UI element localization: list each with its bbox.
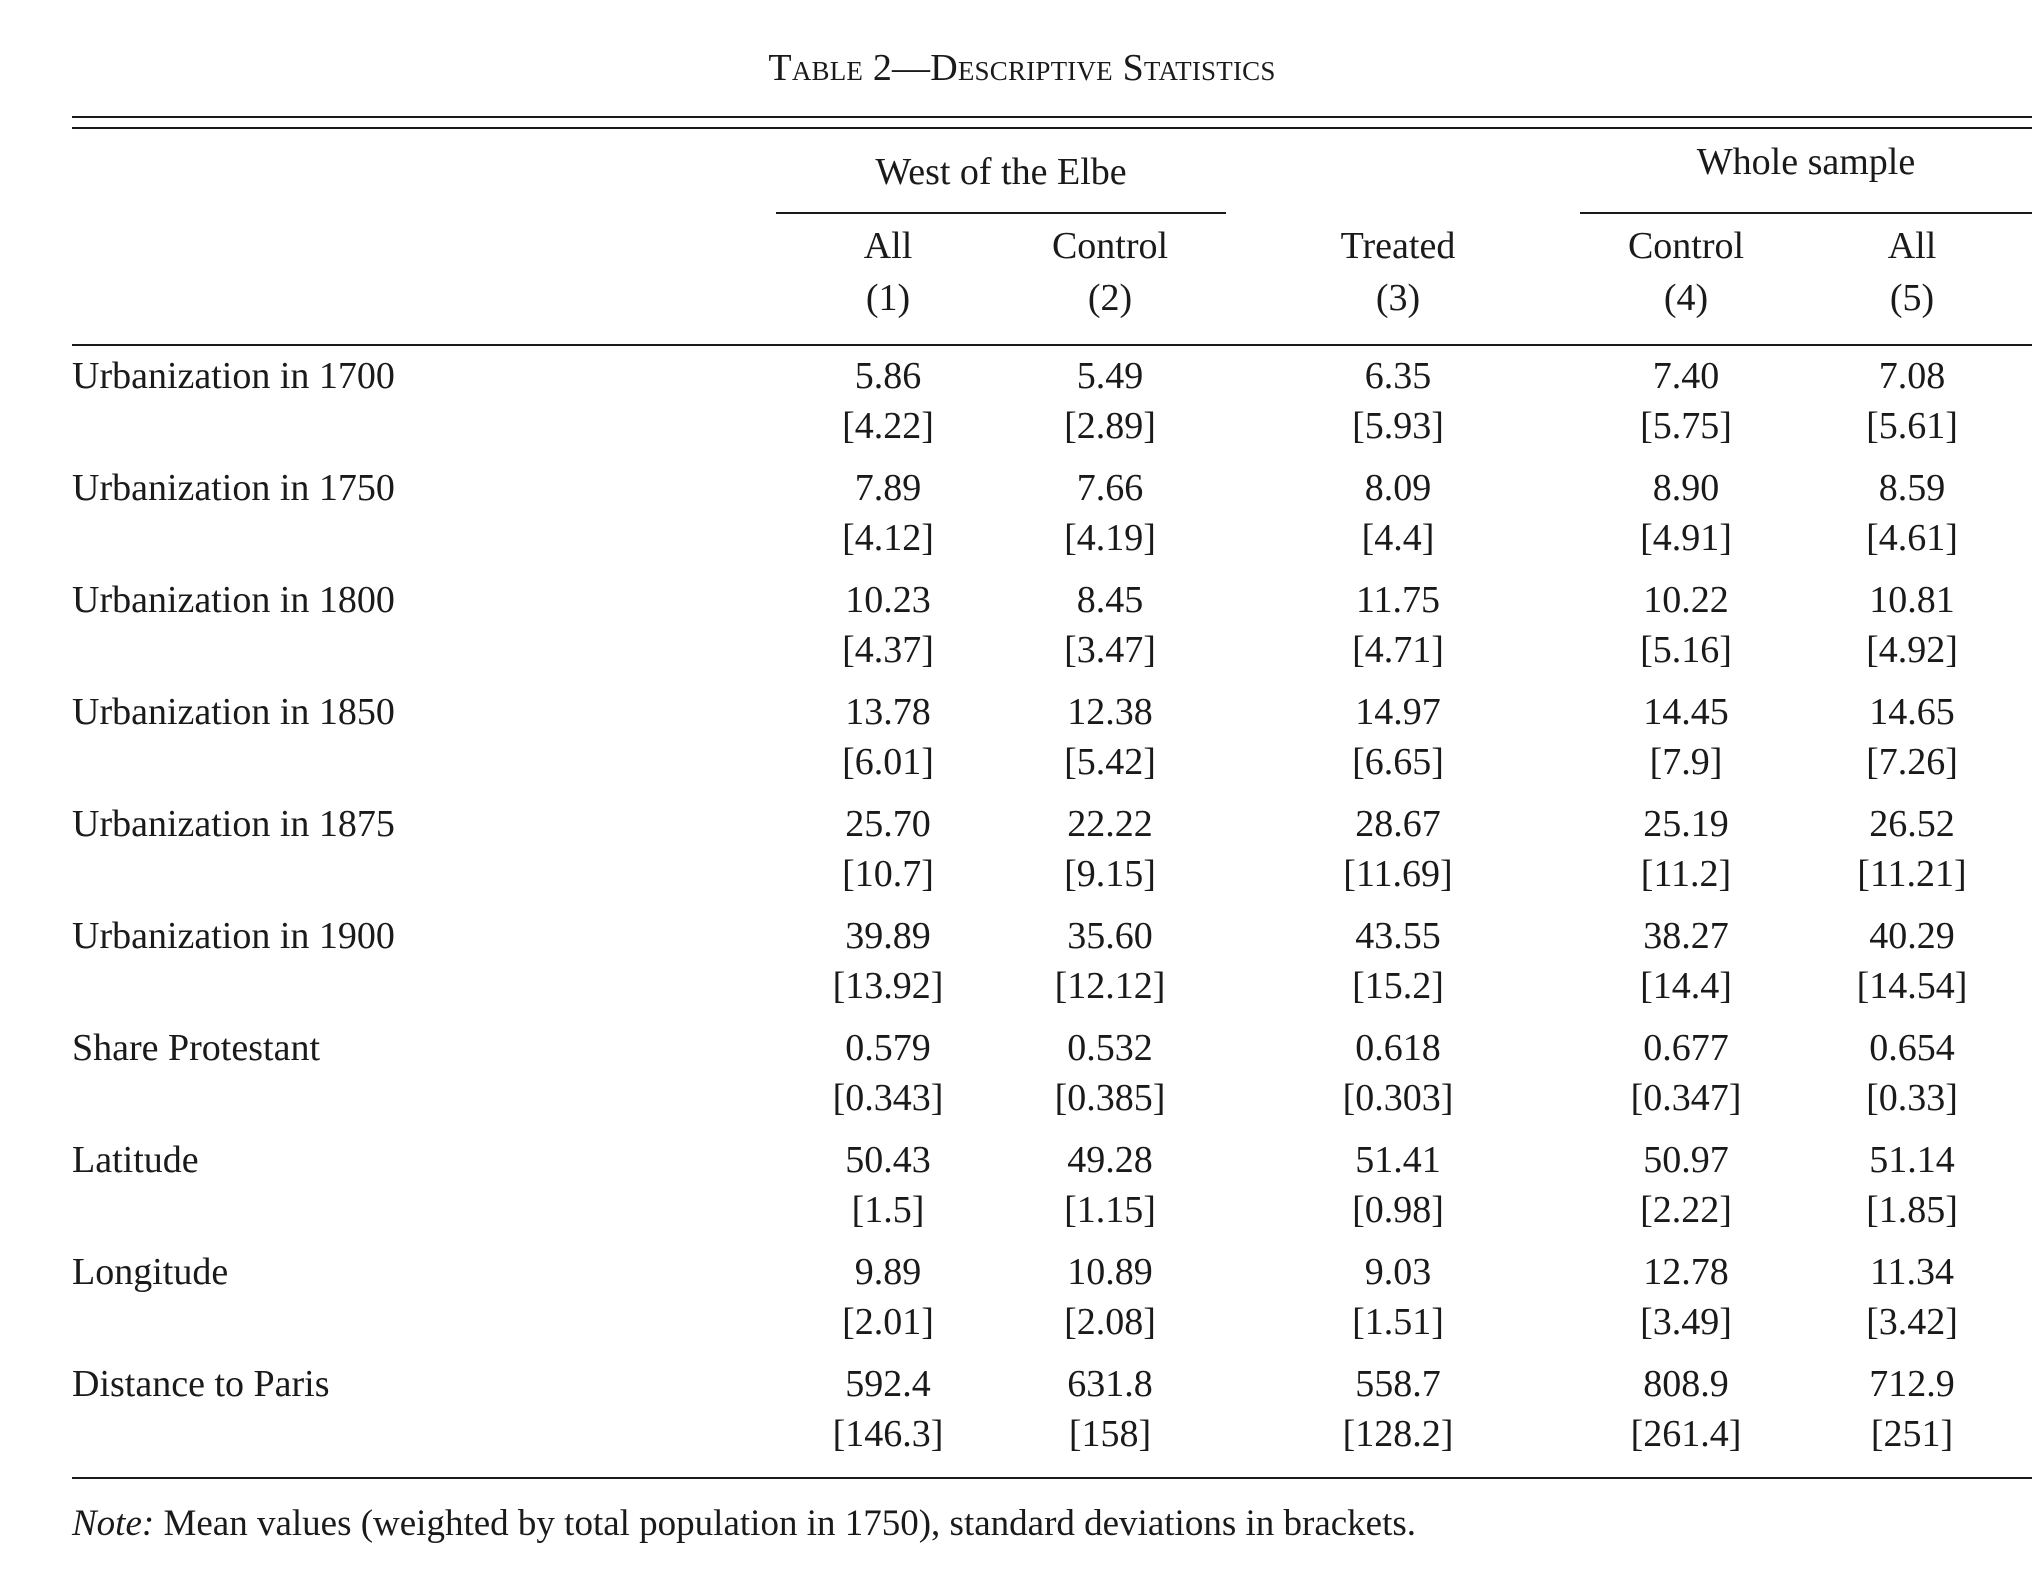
mean-value: 28.67 [1355,803,1441,845]
sd-value: [146.3] [832,1413,944,1455]
mean-value: 14.45 [1643,691,1729,733]
sd-value: [128.2] [1342,1413,1454,1455]
mean-value: 0.654 [1869,1027,1955,1069]
sd-value: [11.2] [1640,853,1732,895]
sd-value: [12.12] [1054,965,1166,1007]
column-header-label: All [863,225,913,267]
mean-value: 7.08 [1878,355,1946,397]
column-header-label: All [1887,225,1937,267]
mean-value: 631.8 [1067,1363,1153,1405]
sd-value: [251] [1870,1413,1954,1455]
mean-value: 9.03 [1364,1251,1432,1293]
sd-value: [15.2] [1352,965,1444,1007]
sd-value: [4.12] [842,517,934,559]
row-label: Share Protestant [72,1027,321,1069]
sd-value: [14.54] [1856,965,1968,1007]
mean-value: 49.28 [1067,1139,1153,1181]
mean-value: 7.40 [1652,355,1720,397]
mean-value: 35.60 [1067,915,1153,957]
top-rule-2 [72,127,2032,129]
sd-value: [5.61] [1866,405,1958,447]
mean-value: 5.86 [854,355,922,397]
mean-value: 12.78 [1643,1251,1729,1293]
mean-value: 7.89 [854,467,922,509]
column-header-number: (1) [865,277,911,319]
sd-value: [158] [1068,1413,1152,1455]
mean-value: 592.4 [845,1363,931,1405]
mean-value: 712.9 [1869,1363,1955,1405]
mean-value: 0.618 [1355,1027,1441,1069]
table-note [72,1502,1416,1545]
sd-value: [1.51] [1352,1301,1444,1343]
row-label: Longitude [72,1251,229,1293]
sd-value: [4.4] [1361,517,1435,559]
sd-value: [9.15] [1064,853,1156,895]
sd-value: [7.9] [1649,741,1723,783]
mean-value: 25.70 [845,803,931,845]
sd-value: [6.01] [842,741,934,783]
sd-value: [11.21] [1857,853,1967,895]
sd-value: [5.75] [1640,405,1732,447]
mean-value: 11.75 [1355,579,1441,621]
sd-value: [2.01] [842,1301,934,1343]
bottom-rule [72,1477,2032,1479]
sd-value: [5.93] [1352,405,1444,447]
mean-value: 8.90 [1652,467,1720,509]
sd-value: [5.16] [1640,629,1732,671]
column-header-number: (2) [1087,277,1133,319]
mean-value: 51.41 [1355,1139,1441,1181]
row-label: Urbanization in 1875 [72,803,395,845]
column-header-number: (5) [1889,277,1935,319]
mean-value: 8.45 [1076,579,1144,621]
sd-value: [4.37] [842,629,934,671]
sd-value: [0.303] [1342,1077,1454,1119]
column-header-label: Control [1627,225,1745,267]
row-label: Urbanization in 1700 [72,355,395,397]
sd-value: [0.385] [1054,1077,1166,1119]
sd-value: [4.19] [1064,517,1156,559]
mean-value: 0.532 [1067,1027,1153,1069]
sd-value: [3.47] [1064,629,1156,671]
mean-value: 25.19 [1643,803,1729,845]
mean-value: 13.78 [845,691,931,733]
mean-value: 0.579 [845,1027,931,1069]
header-rule [72,344,2032,346]
column-header-number: (3) [1375,277,1421,319]
mean-value: 14.65 [1869,691,1955,733]
mean-value: 50.43 [845,1139,931,1181]
mean-value: 6.35 [1364,355,1432,397]
mean-value: 10.89 [1067,1251,1153,1293]
mean-value: 39.89 [845,915,931,957]
row-label: Urbanization in 1750 [72,467,395,509]
mean-value: 26.52 [1869,803,1955,845]
sd-value: [2.08] [1064,1301,1156,1343]
mean-value: 10.22 [1643,579,1729,621]
sd-value: [14.4] [1640,965,1732,1007]
sd-value: [13.92] [832,965,944,1007]
group-label-whole: Whole sample [1696,141,1916,183]
mean-value: 14.97 [1355,691,1441,733]
row-label: Urbanization in 1850 [72,691,395,733]
mean-value: 10.81 [1869,579,1955,621]
mean-value: 11.34 [1869,1251,1955,1293]
sd-value: [4.71] [1352,629,1444,671]
sd-value: [1.85] [1866,1189,1958,1231]
sd-value: [0.343] [832,1077,944,1119]
mean-value: 558.7 [1355,1363,1441,1405]
mean-value: 40.29 [1869,915,1955,957]
sd-value: [3.42] [1866,1301,1958,1343]
sd-value: [3.49] [1640,1301,1732,1343]
sd-value: [4.22] [842,405,934,447]
sd-value: [1.15] [1064,1189,1156,1231]
mean-value: 7.66 [1076,467,1144,509]
mean-value: 5.49 [1076,355,1144,397]
row-label: Urbanization in 1900 [72,915,395,957]
mean-value: 50.97 [1643,1139,1729,1181]
sd-value: [1.5] [851,1189,925,1231]
mean-value: 9.89 [854,1251,922,1293]
sd-value: [5.42] [1064,741,1156,783]
sd-value: [0.98] [1352,1189,1444,1231]
sd-value: [4.92] [1866,629,1958,671]
sd-value: [6.65] [1352,741,1444,783]
sd-value: [11.69] [1343,853,1453,895]
sd-value: [2.22] [1640,1189,1732,1231]
sd-value: [4.91] [1640,517,1732,559]
sd-value: [261.4] [1630,1413,1742,1455]
sd-value: [7.26] [1866,741,1958,783]
note-text: Mean values (weighted by total population in 1750), standard deviations in brackets. [154,1503,1417,1544]
column-header-label: Treated [1340,225,1456,267]
row-label: Distance to Paris [72,1363,330,1405]
group-label-west: West of the Elbe [875,151,1127,193]
sd-value: [0.33] [1866,1077,1958,1119]
mean-value: 10.23 [845,579,931,621]
row-label: Latitude [72,1139,199,1181]
note-prefix: Note: [72,1503,155,1544]
mean-value: 8.09 [1364,467,1432,509]
mean-value: 38.27 [1643,915,1729,957]
mean-value: 0.677 [1643,1027,1729,1069]
mean-value: 51.14 [1869,1139,1955,1181]
mean-value: 43.55 [1355,915,1441,957]
column-header-number: (4) [1663,277,1709,319]
mean-value: 22.22 [1067,803,1153,845]
sd-value: [4.61] [1866,517,1958,559]
sd-value: [0.347] [1630,1077,1742,1119]
sd-value: [10.7] [842,853,934,895]
top-rule-1 [72,116,2032,118]
mean-value: 12.38 [1067,691,1153,733]
mean-value: 808.9 [1643,1363,1729,1405]
table-title: Table 2—Descriptive Statistics [768,47,1276,89]
group-line-whole [1580,212,2032,214]
sd-value: [2.89] [1064,405,1156,447]
column-header-label: Control [1051,225,1169,267]
mean-value: 8.59 [1878,467,1946,509]
group-line-west [776,212,1226,214]
row-label: Urbanization in 1800 [72,579,395,621]
